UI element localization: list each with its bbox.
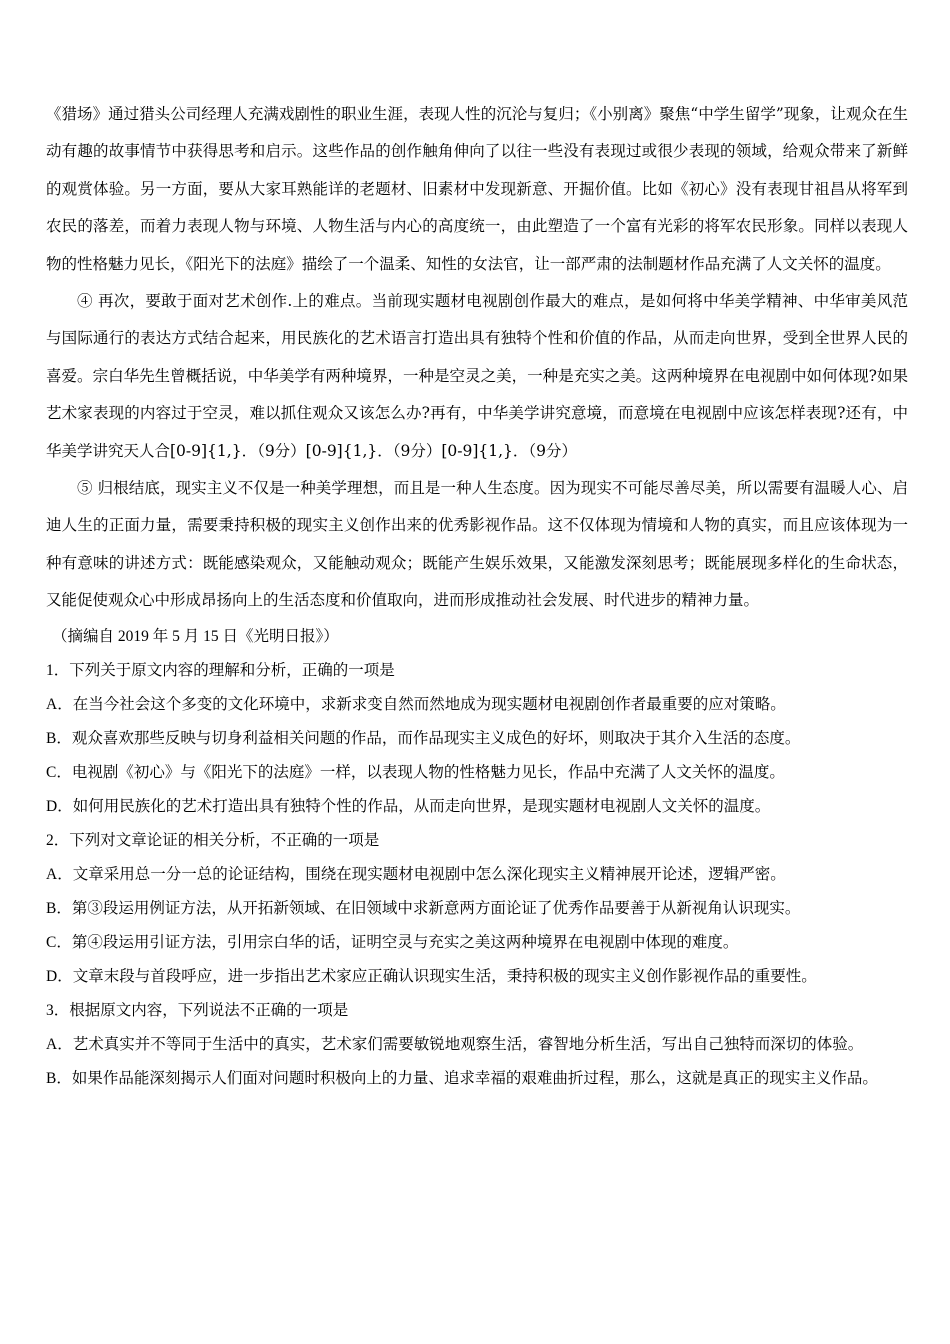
option-c: C．第④段运用引证方法，引用宗白华的话，证明空灵与充实之美这两种境界在电视剧中体现的难度。 xyxy=(46,933,739,951)
option-b: B．观众喜欢那些反映与切身利益相关问题的作品，而作品现实主义成色的好坏，则取决于其介入生活的态度。 xyxy=(46,729,801,747)
question-stem: 1．下列关于原文内容的理解和分析，正确的一项是 xyxy=(46,661,395,679)
article-source: （摘编自 2019 年 5 月 15 日《光明日报》） xyxy=(52,627,339,645)
document-page xyxy=(46,96,908,1096)
article-paragraph-5: ⑤ 归根结底，现实主义不仅是一种美学理想，而且是一种人生态度。因为现实不可能尽善尽美，所以需要有温暖人心、启迪人生的正面力量，需要秉持积极的现实主义创作出来的优秀影视作品。这不仅体现为情境和人物的真实，而且应该体现为一种有意味的讲述方式：既能感染观众，又能触动观众；既能产生娱乐效果，又能激发深刻思考；既能展现多样化的生命状态，又能促使观众心中形成昂扬向上的生活态度和价值取向，进而形成推动社会发展、时代进步的精神力量。 xyxy=(46,479,908,610)
option-b: B．如果作品能深刻揭示人们面对问题时积极向上的力量、追求幸福的艰难曲折过程，那么，这就是真正的现实主义作品。 xyxy=(46,1069,878,1087)
question-1 xyxy=(46,654,908,824)
question-2 xyxy=(46,824,908,994)
option-c: C．电视剧《初心》与《阳光下的法庭》一样，以表现人物的性格魅力见长，作品中充满了人文关怀的温度。 xyxy=(46,763,785,781)
option-b: B．第③段运用例证方法，从开拓新领域、在旧领域中求新意两方面论证了优秀作品要善于从新视角认识现实。 xyxy=(46,899,801,917)
option-a: A．在当今社会这个多变的文化环境中，求新求变自然而然地成为现实题材电视剧创作者最重要的应对策略。 xyxy=(46,695,786,713)
question-3 xyxy=(46,994,908,1096)
article-paragraph-4: ④ 再次，要敢于面对艺术创作.上的难点。当前现实题材电视剧创作最大的难点，是如何将中华美学精神、中华审美风范与国际通行的表达方式结合起来，用民族化的艺术语言打造出具有独特个性和价值的作品，从而走向世界，受到全世界人民的喜爱。宗白华先生曾概括说，中华美学有两种境界，一种是空灵之美，一种是充实之美。这两种境界在电视剧中如何体现?如果艺术家表现的内容过于空灵，难以抓住观众又该怎么办?再有，中华美学讲究意境，而意境在电视剧中应该怎样表现?还有，中华美学讲究天人合[0-9]{1,}．（9分）[0-9]{1,}．（9分）[0-9]{1,}．（9分） xyxy=(46,292,908,460)
article-paragraph-3-continued: 《猎场》通过猎头公司经理人充满戏剧性的职业生涯，表现人性的沉沦与复归；《小别离》聚焦“中学生留学”现象，让观众在生动有趣的故事情节中获得思考和启示。这些作品的创作触角伸向了以往一些没有表现过或很少表现的领域，给观众带来了新鲜的观赏体验。另一方面，要从大家耳熟能详的老题材、旧素材中发现新意、开掘价值。比如《初心》没有表现甘祖昌从将军到农民的落差，而着力表现人物与环境、人物生活与内心的高度统一，由此塑造了一个富有光彩的将军农民形象。同样以表现人物的性格魅力见长，《阳光下的法庭》描绘了一个温柔、知性的女法官，让一部严肃的法制题材作品充满了人文关怀的温度。 xyxy=(46,105,908,273)
option-a: A．艺术真实并不等同于生活中的真实，艺术家们需要敏锐地观察生活，睿智地分析生活，写出自己独特而深切的体验。 xyxy=(46,1035,864,1053)
option-a: A．文章采用总一分一总的论证结构，围绕在现实题材电视剧中怎么深化现实主义精神展开论述，逻辑严密。 xyxy=(46,865,786,883)
question-stem: 3．根据原文内容，下列说法不正确的一项是 xyxy=(46,1001,349,1019)
question-stem: 2．下列对文章论证的相关分析，不正确的一项是 xyxy=(46,831,380,849)
option-d: D．文章末段与首段呼应，进一步指出艺术家应正确认识现实生活，秉持积极的现实主义创作影视作品的重要性。 xyxy=(46,967,817,985)
option-d: D．如何用民族化的艺术打造出具有独特个性的作品，从而走向世界，是现实题材电视剧人文关怀的温度。 xyxy=(46,797,771,815)
